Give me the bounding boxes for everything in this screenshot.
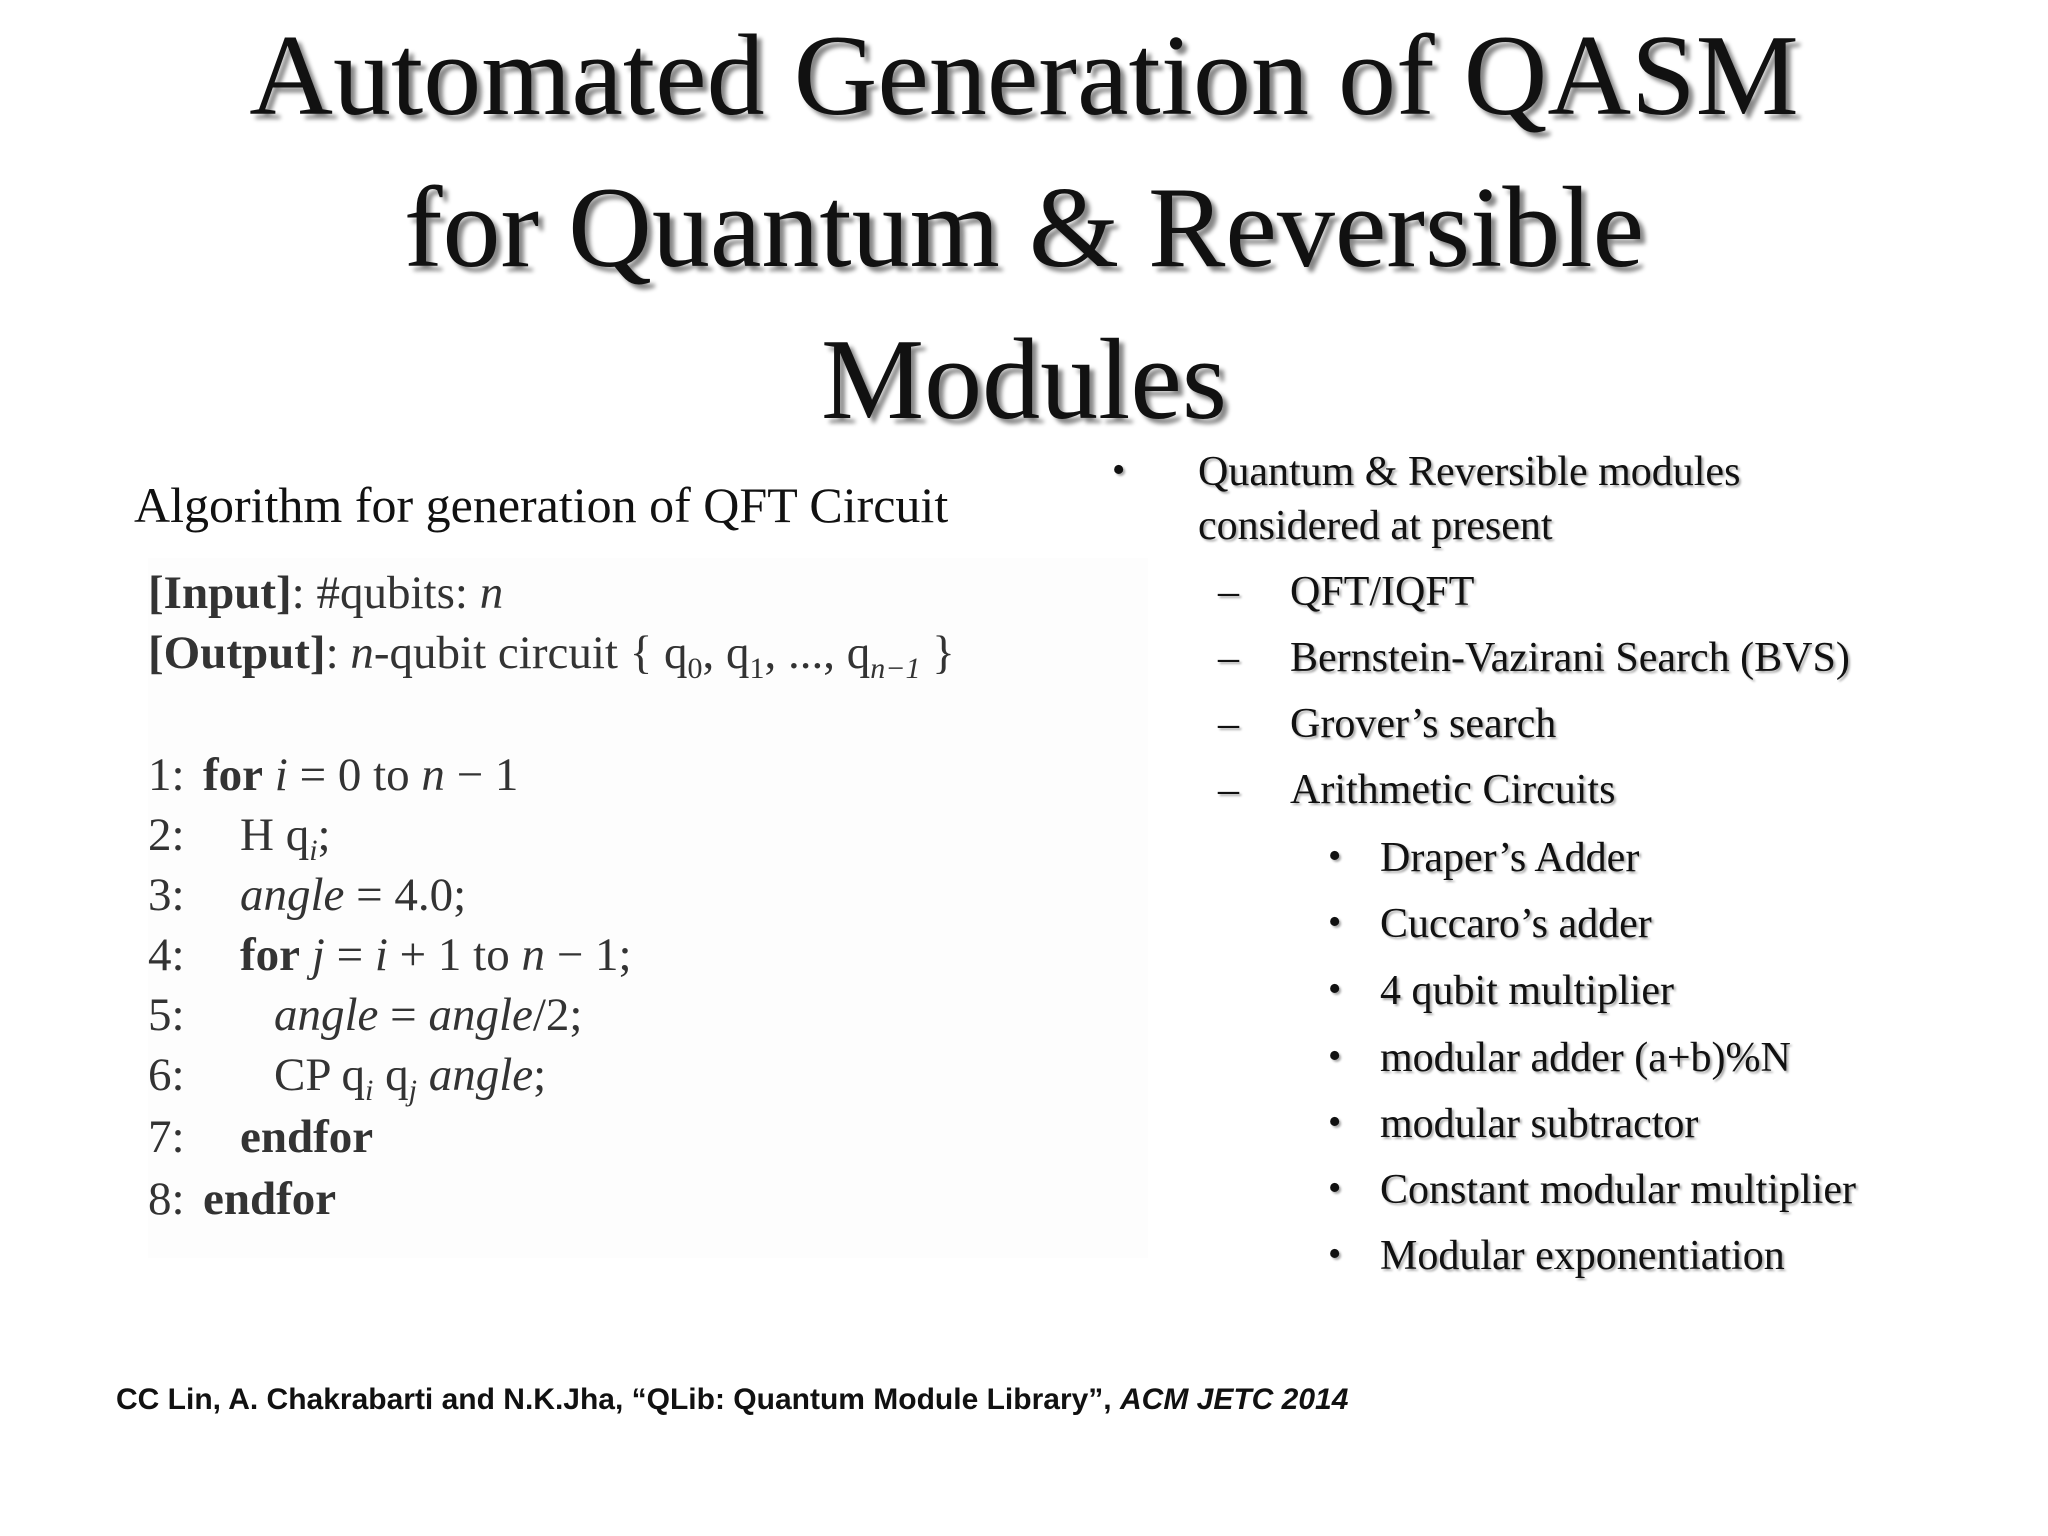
bullet-icon: • xyxy=(1328,1035,1342,1077)
citation xyxy=(116,1383,1348,1417)
lead-line-2: considered at present xyxy=(1198,503,1553,549)
input-var: n xyxy=(479,567,504,619)
citation-text: CC Lin, A. Chakrabarti and N.K.Jha, “QLib: Quantum Module Library”, xyxy=(116,1383,1120,1416)
dash-icon: – xyxy=(1218,569,1239,615)
bullet-icon: • xyxy=(1328,901,1342,943)
step-code: angle = 4.0; xyxy=(240,869,467,921)
sub-list-item: 4 qubit multiplier xyxy=(1380,968,1674,1014)
title-line-2: for Quantum & Reversible xyxy=(403,164,1645,292)
input-text: : #qubits: xyxy=(291,567,480,619)
title-line-1: Automated Generation of QASM xyxy=(249,12,1799,140)
list-item: Grover’s search xyxy=(1290,701,1557,747)
step-number: 4: xyxy=(148,929,185,981)
output-sub-1: 1 xyxy=(749,652,765,685)
output-text: -qubit circuit { q xyxy=(373,627,688,679)
sub-list-item: modular adder (a+b)%N xyxy=(1380,1035,1791,1081)
sub-list-item: modular subtractor xyxy=(1380,1101,1699,1147)
lead-line-1: Quantum & Reversible modules xyxy=(1198,449,1741,495)
step-code: for j = i + 1 to n − 1; xyxy=(240,929,632,981)
step-number: 3: xyxy=(148,869,185,921)
algorithm-input-line xyxy=(148,566,503,620)
output-var: n xyxy=(350,627,374,679)
step-code: CP $q_i$ $q_j$ angle; xyxy=(274,1049,547,1107)
step-number: 5: xyxy=(148,989,185,1041)
citation-venue: ACM JETC 2014 xyxy=(1119,1383,1349,1416)
step-number: 8: xyxy=(148,1173,185,1225)
step-code: for i = 0 to n − 1 xyxy=(203,749,519,801)
bullet-icon: • xyxy=(1328,1167,1342,1209)
step-number: 2: xyxy=(148,809,185,861)
dash-icon: – xyxy=(1218,701,1239,747)
output-label: [Output] xyxy=(148,627,326,679)
algorithm-output-line: [Output]: n-qubit circuit { $q_0$, $q_1$, ..., $q_{n-1}$ } xyxy=(148,627,955,685)
title-line-3: Modules xyxy=(821,316,1227,444)
output-sub-n: n−1 xyxy=(870,652,921,685)
output-end: } xyxy=(920,627,955,679)
bullet-icon: • xyxy=(1328,835,1342,877)
sub-list-item: Draper’s Adder xyxy=(1380,835,1640,881)
output-sub-0: 0 xyxy=(687,652,703,685)
slide-title xyxy=(0,0,2048,456)
input-label: [Input] xyxy=(148,567,292,619)
bullet-icon: • xyxy=(1328,968,1342,1010)
output-mid-2: , ..., q xyxy=(764,627,871,679)
bullet-icon: • xyxy=(1328,1233,1342,1275)
bullet-icon: • xyxy=(1112,449,1126,491)
output-mid: , q xyxy=(702,627,750,679)
list-item: QFT/IQFT xyxy=(1290,569,1475,615)
list-item: Bernstein-Vazirani Search (BVS) xyxy=(1290,635,1850,681)
step-code: angle = angle/2; xyxy=(274,989,583,1041)
dash-icon: – xyxy=(1218,635,1239,681)
step-code: endfor xyxy=(240,1111,374,1163)
algorithm-caption: Algorithm for generation of QFT Circuit xyxy=(134,477,949,533)
dash-icon: – xyxy=(1218,767,1239,813)
step-number: 7: xyxy=(148,1111,185,1163)
sub-list-item: Cuccaro’s adder xyxy=(1380,901,1652,947)
step-code: H $q_i$; xyxy=(240,809,331,867)
bullet-icon: • xyxy=(1328,1101,1342,1143)
step-code: endfor xyxy=(203,1173,337,1225)
step-number: 6: xyxy=(148,1049,185,1101)
sub-list-item: Modular exponentiation xyxy=(1380,1233,1785,1279)
sub-list-item: Constant modular multiplier xyxy=(1380,1167,1856,1213)
list-item: Arithmetic Circuits xyxy=(1290,767,1616,813)
step-number: 1: xyxy=(148,749,185,801)
algorithm-figure xyxy=(148,558,1148,1258)
